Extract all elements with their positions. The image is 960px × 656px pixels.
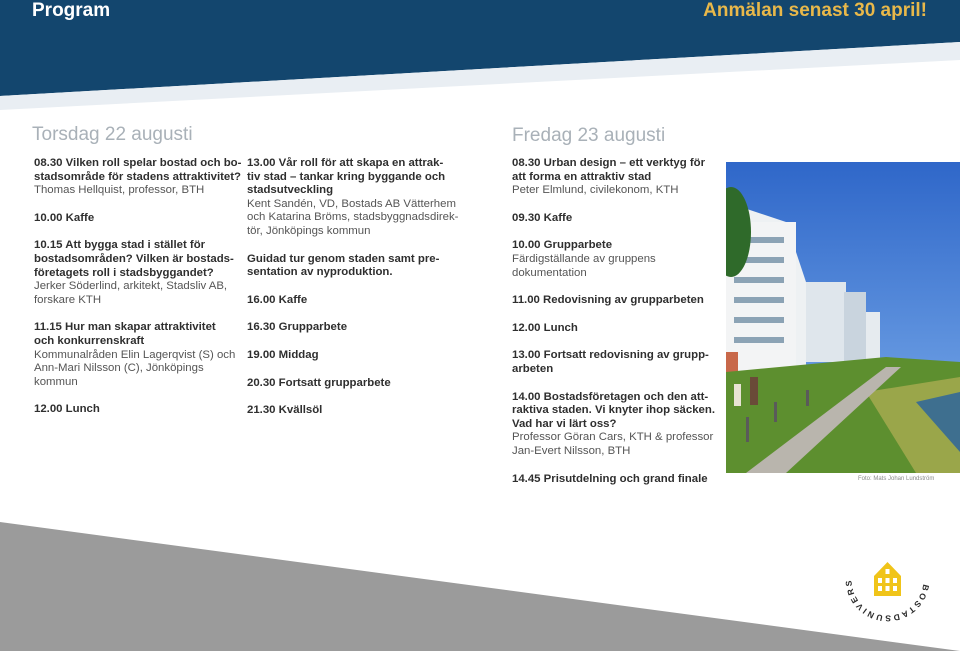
- footer-band: [0, 520, 960, 651]
- schedule-item-heading: 09.30 Kaffe: [512, 211, 573, 224]
- schedule-item-detail: Thomas Hellquist, professor, BTH: [34, 184, 205, 197]
- house-icon: [874, 562, 901, 596]
- bostadsuniversitetet-logo: [840, 532, 935, 627]
- schedule-item-heading: 16.00 Kaffe: [247, 293, 308, 306]
- schedule-item: [247, 157, 462, 239]
- schedule-item: [34, 403, 244, 417]
- schedule-item: [512, 157, 722, 198]
- schedule-item-detail: Kent Sandén, VD, Bostads AB Vätterhem: [247, 197, 456, 210]
- schedule-item: [512, 212, 722, 226]
- schedule-item-heading: tiv stad – tankar kring byggande och: [247, 170, 446, 183]
- schedule-item-detail: Jerker Söderlind, arkitekt, Stadsliv AB,: [34, 280, 228, 293]
- schedule-item-detail: forskare KTH: [34, 293, 102, 306]
- schedule-item: [247, 321, 462, 335]
- schedule-item-heading: 16.30 Grupparbete: [247, 321, 348, 334]
- schedule-item-detail: och Katarina Bröms, stadsbyggnadsdirek-: [247, 211, 459, 224]
- schedule-item-heading: arbeten: [512, 362, 554, 375]
- schedule-item-heading: stadsutveckling: [247, 184, 334, 197]
- schedule-item: [34, 157, 244, 198]
- schedule-item: [247, 349, 462, 363]
- schedule-item: [34, 239, 244, 307]
- day1-title: Torsdag 22 augusti: [32, 124, 193, 145]
- schedule-item: [247, 404, 462, 418]
- schedule-item-heading: 08.30 Urban design – ett verktyg för: [512, 157, 706, 169]
- schedule-item-heading: och konkurrenskraft: [34, 334, 145, 347]
- schedule-item-heading: 08.30 Vilken roll spelar bostad och bo-: [34, 157, 242, 169]
- schedule-item: [512, 239, 722, 280]
- city-waterfront-photo: [726, 162, 960, 473]
- schedule-item-detail: Jan-Evert Nilsson, BTH: [512, 444, 631, 457]
- schedule-item-detail: Kommunalråden Elin Lagerqvist (S) och: [34, 348, 236, 361]
- schedule-item-detail: Professor Göran Cars, KTH & professor: [512, 431, 714, 444]
- schedule-item-heading: 10.00 Kaffe: [34, 211, 95, 224]
- program-title: Program: [32, 0, 111, 21]
- logo-text: BOSTADSUNIVERS: [843, 578, 932, 624]
- schedule-item-heading: 19.00 Middag: [247, 348, 319, 361]
- schedule-item: [512, 322, 722, 336]
- day1-schedule-column: [34, 157, 244, 431]
- schedule-item-heading: 13.00 Vår roll för att skapa en attrak-: [247, 157, 444, 169]
- schedule-item: [512, 473, 722, 487]
- schedule-item-heading: bostadsområden? Vilken är bostads-: [34, 252, 234, 265]
- schedule-item: [247, 294, 462, 308]
- photo-credit: Foto: Mats Johan Lundström: [858, 476, 935, 482]
- schedule-item-heading: 11.00 Redovisning av grupparbeten: [512, 294, 704, 307]
- schedule-item-heading: stadsområde för stadens attraktivitet?: [34, 170, 241, 183]
- schedule-item: [512, 391, 722, 459]
- schedule-item-heading: raktiva staden. Vi knyter ihop säcken.: [512, 404, 716, 417]
- schedule-item-heading: 14.00 Bostadsföretagen och den att-: [512, 390, 709, 403]
- schedule-item-detail: Ann-Mari Nilsson (C), Jönköpings kommun: [34, 362, 204, 388]
- schedule-item-heading: 10.00 Grupparbete: [512, 239, 613, 252]
- schedule-item: [247, 253, 462, 280]
- schedule-item-detail: Färdigställande av gruppens dokumentation: [512, 252, 656, 279]
- schedule-item-heading: företagets roll i stadsbyggandet?: [34, 266, 214, 279]
- schedule-item-detail: Peter Elmlund, civilekonom, KTH: [512, 184, 679, 197]
- day2-schedule-column: [512, 157, 722, 500]
- schedule-item-heading: att forma en attraktiv stad: [512, 170, 652, 183]
- schedule-item: [512, 294, 722, 308]
- schedule-item: [34, 321, 244, 389]
- schedule-item-heading: Vad har vi lärt oss?: [512, 417, 617, 430]
- schedule-item-heading: 12.00 Lunch: [34, 403, 100, 416]
- schedule-item-heading: 13.00 Fortsatt redovisning av grupp-: [512, 349, 709, 362]
- schedule-item-heading: 12.00 Lunch: [512, 321, 578, 334]
- schedule-item-heading: Guidad tur genom staden samt pre-: [247, 252, 440, 265]
- schedule-item-heading: 14.45 Prisutdelning och grand finale: [512, 472, 708, 485]
- day1-afternoon-column: [247, 157, 462, 432]
- day2-title: Fredag 23 augusti: [512, 125, 666, 146]
- schedule-item-detail: tör, Jönköpings kommun: [247, 224, 371, 237]
- schedule-item-heading: 20.30 Fortsatt grupparbete: [247, 376, 391, 389]
- header-band: [0, 0, 960, 110]
- schedule-item-heading: 11.15 Hur man skapar attraktivitet: [34, 321, 216, 334]
- registration-deadline: Anmälan senast 30 april!: [703, 0, 927, 21]
- schedule-item: [247, 377, 462, 391]
- schedule-item: [512, 349, 722, 376]
- schedule-item-heading: 21.30 Kvällsöl: [247, 404, 323, 417]
- schedule-item: [34, 212, 244, 226]
- schedule-item-heading: 10.15 Att bygga stad i stället för: [34, 239, 206, 252]
- schedule-item-heading: sentation av nyproduktion.: [247, 266, 393, 279]
